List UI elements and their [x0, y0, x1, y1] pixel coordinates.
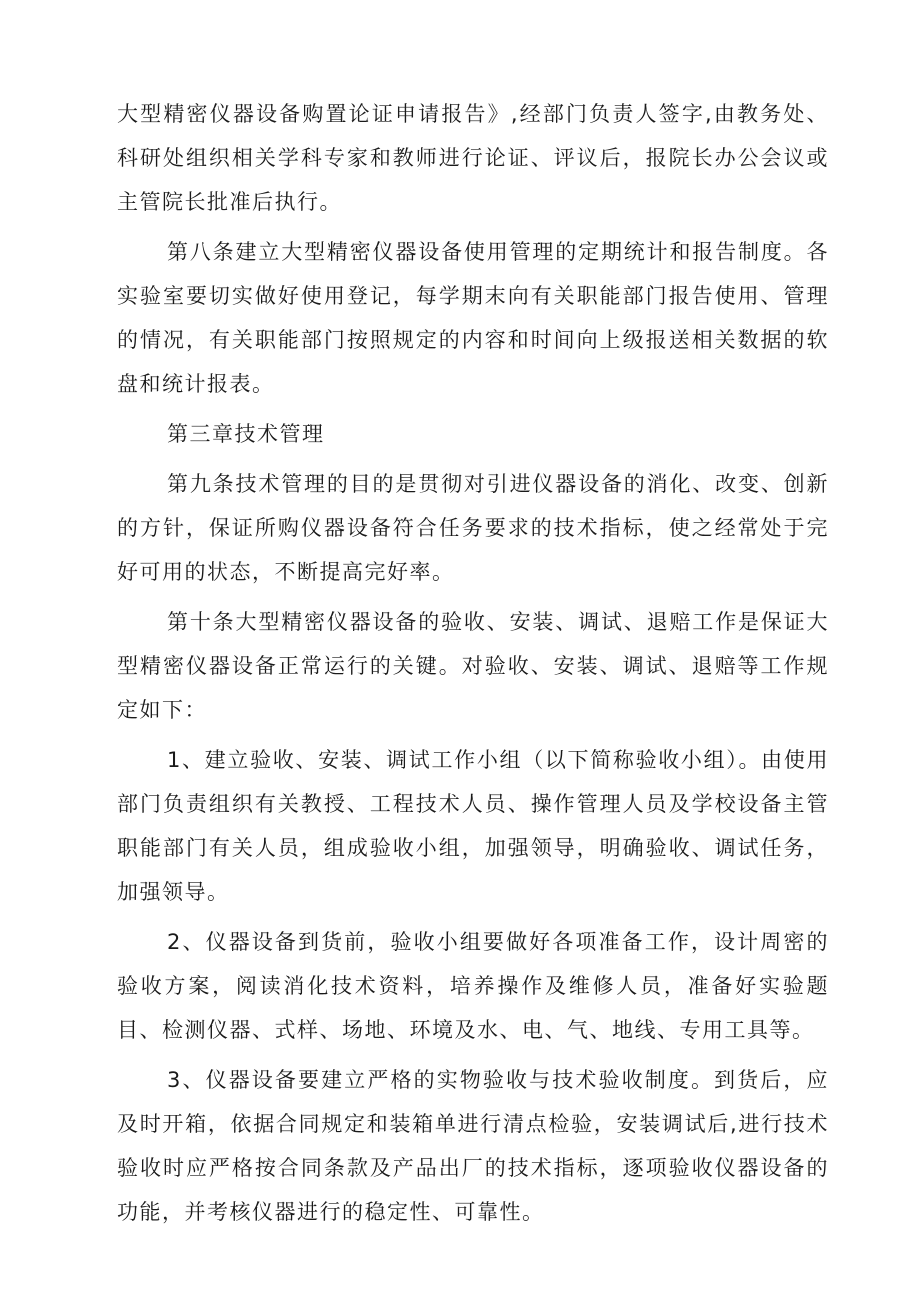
list-item-1: 1、建立验收、安装、调试工作小组（以下简称验收小组）。由使用部门负责组织有关教授、工程技术人员、操作管理人员及学校设备主管职能部门有关人员，组成验收小组，加强领导，明确验收、调试任务，加强领导。: [117, 748, 829, 904]
paragraph-article-9: 第九条技术管理的目的是贯彻对引进仪器设备的消化、改变、创新的方针，保证所购仪器设备符合任务要求的技术指标，使之经常处于完好可用的状态，不断提高完好率。: [117, 472, 829, 584]
list-item-2: 2、仪器设备到货前，验收小组要做好各项准备工作，设计周密的验收方案，阅读消化技术资料，培养操作及维修人员，准备好实验题目、检测仪器、式样、场地、环境及水、电、气、地线、专用工具等。: [117, 930, 829, 1042]
chapter-heading: 第三章技术管理: [167, 422, 325, 446]
paragraph-article-10: 第十条大型精密仪器设备的验收、安装、调试、退赔工作是保证大型精密仪器设备正常运行的关键。对验收、安装、调试、退赔等工作规定如下：: [117, 610, 829, 722]
paragraph-continuation: 大型精密仪器设备购置论证申请报告》,经部门负责人签字,由教务处、科研处组织相关学科专家和教师进行论证、评议后，报院长办公会议或主管院长批准后执行。: [117, 102, 829, 214]
paragraph-article-8: 第八条建立大型精密仪器设备使用管理的定期统计和报告制度。各实验室要切实做好使用登记，每学期末向有关职能部门报告使用、管理的情况，有关职能部门按照规定的内容和时间向上级报送相关数据的软盘和统计报表。: [117, 240, 829, 396]
document-body: [117, 92, 829, 1240]
list-item-3: 3、仪器设备要建立严格的实物验收与技术验收制度。到货后，应及时开箱，依据合同规定和装箱单进行清点检验，安装调试后,进行技术验收时应严格按合同条款及产品出厂的技术指标，逐项验收仪器设备的功能，并考核仪器进行的稳定性、可靠性。: [117, 1068, 829, 1224]
